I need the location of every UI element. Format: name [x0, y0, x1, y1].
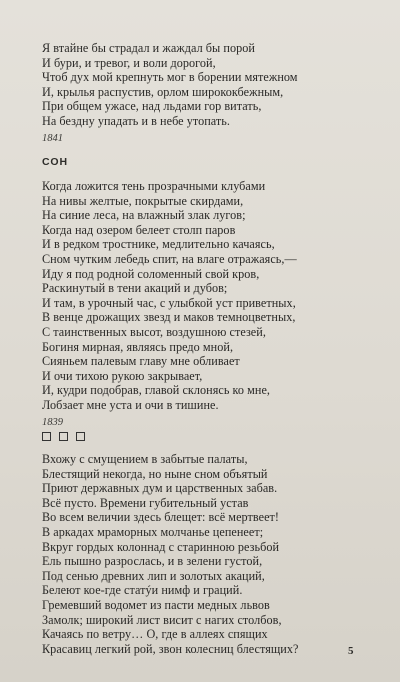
verse-line: Красавиц легкий рой, звон колесниц блестящих? — [42, 641, 299, 656]
verse-line: При общем ужасе, над льдами гор витать, — [42, 99, 262, 114]
section-separator-squares — [42, 432, 85, 441]
poem-2-year: 1839 — [42, 416, 63, 428]
verse-line: Всё пусто. Времени губительный устав — [42, 495, 249, 510]
verse-line: Вкруг гордых колоннад с старинною резьбой — [42, 539, 280, 554]
verse-line: Гремевший водомет из пасти медных львов — [42, 597, 270, 612]
verse-line: Качаясь по ветру… О, где в аллеях спящих — [42, 627, 268, 642]
verse-line: И, кудри подобрав, главой склонясь ко мне, — [42, 383, 271, 398]
verse-line: На синие леса, на влажный злак лугов; — [42, 208, 246, 223]
verse-line: И там, в урочный час, с улыбкой уст приветных, — [42, 295, 296, 310]
verse-line: Во всем величии здесь блещет: всё мертвеет! — [42, 510, 280, 525]
verse-line: Белеют кое-где статýи нимф и граций. — [42, 583, 243, 598]
verse-line: Сияньем палевым главу мне обливает — [42, 354, 240, 369]
poem-3-lines — [42, 452, 382, 656]
poem-1-year: 1841 — [42, 132, 63, 144]
verse-line: Раскинутый в тени акаций и дубов; — [42, 281, 228, 296]
verse-line: Лобзает мне уста и очи в тишине. — [42, 397, 219, 412]
verse-line: В венце дрожащих звезд и маков темноцветных, — [42, 310, 296, 325]
verse-line: И очи тихою рукою закрывает, — [42, 368, 203, 383]
verse-line: На нивы желтые, покрытые скирдами, — [42, 193, 244, 208]
verse-line: Ель пышно разрослась, и в зелени густой, — [42, 554, 263, 569]
verse-line: Богиня мирная, являясь предо мной, — [42, 339, 234, 354]
poem-1 — [42, 41, 382, 144]
poem-2-lines — [42, 179, 382, 413]
square-icon — [76, 432, 85, 441]
verse-line: Сном чутким лебедь спит, на влаге отражаясь,— — [42, 251, 297, 266]
page-number: 5 — [348, 645, 354, 657]
square-icon — [59, 432, 68, 441]
poem-2-title: СОН — [42, 156, 69, 168]
poem-3 — [42, 452, 382, 656]
verse-line: Когда над озером белеет столп паров — [42, 222, 236, 237]
poem-2 — [42, 179, 382, 428]
verse-line: На бездну упадать и в небе утопать. — [42, 113, 231, 128]
verse-line: Замолк; широкий лист висит с нагих столбов, — [42, 612, 282, 627]
verse-line: Блестящий некогда, но ныне сном объятый — [42, 466, 268, 481]
verse-line: И, крылья распустив, орлом ширококбежным, — [42, 84, 284, 99]
verse-line: И в редком тростнике, медлительно качаясь, — [42, 237, 275, 252]
poem-1-lines — [42, 41, 382, 129]
verse-line: С таинственных высот, воздушною стезей, — [42, 324, 266, 339]
verse-line: Вхожу с смущением в забытые палаты, — [42, 452, 248, 466]
square-icon — [42, 432, 51, 441]
verse-line: Когда ложится тень прозрачными клубами — [42, 179, 266, 193]
verse-line: Приют державных дум и царственных забав. — [42, 481, 278, 496]
verse-line: И бури, и тревог, и воли дорогой, — [42, 55, 216, 70]
verse-line: Под сенью древних лип и золотых акаций, — [42, 568, 265, 583]
verse-line: В аркадах мраморных молчанье цепенеет; — [42, 524, 264, 539]
verse-line: Иду я под родной соломенный свой кров, — [42, 266, 260, 281]
verse-line: Чтоб дух мой крепнуть мог в борении мятежном — [42, 70, 298, 85]
verse-line: Я втайне бы страдал и жаждал бы порой — [42, 41, 255, 55]
